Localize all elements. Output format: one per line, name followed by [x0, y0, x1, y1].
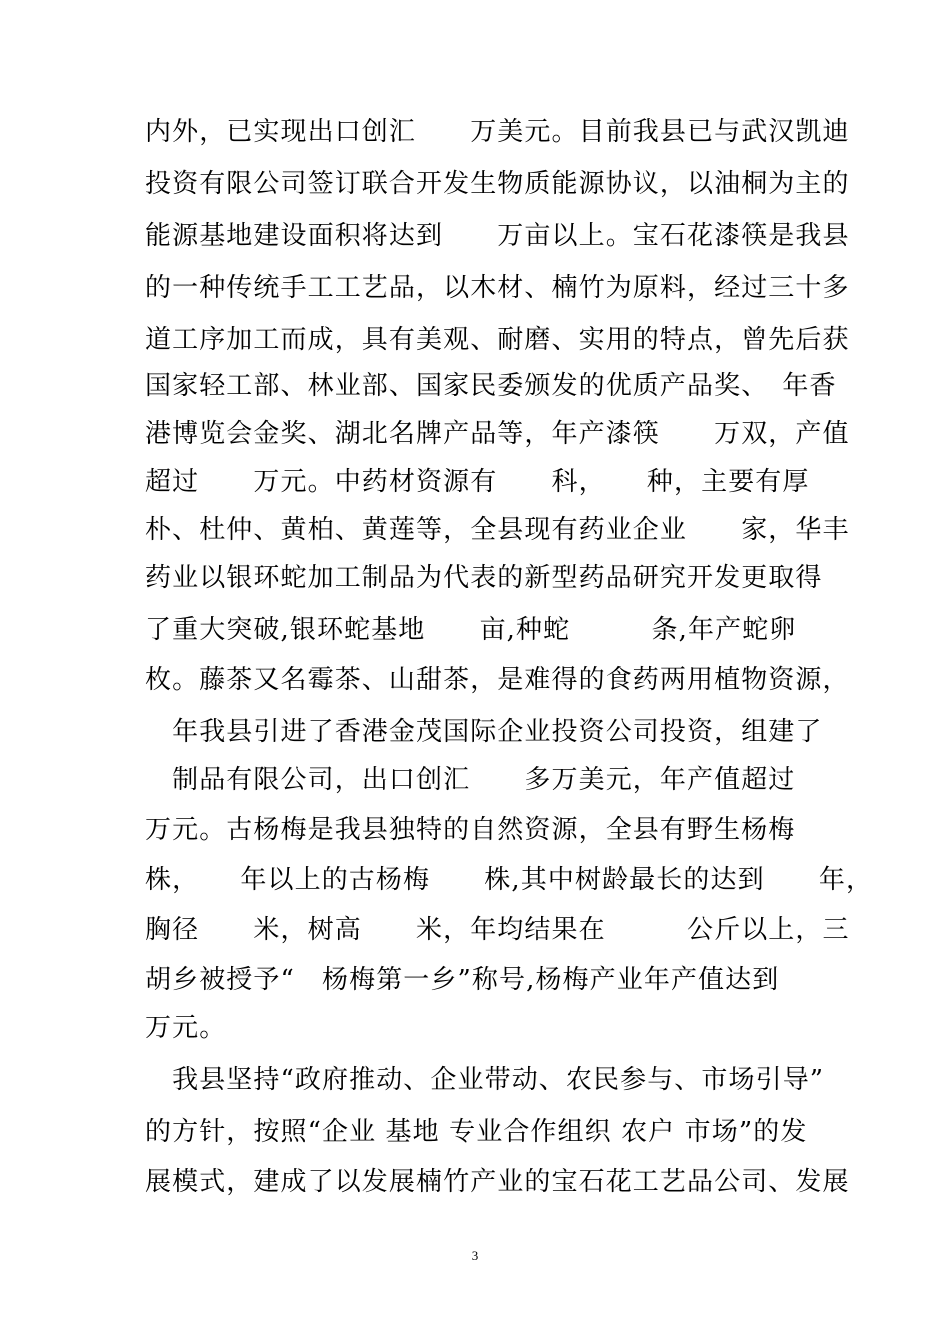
text-line: 港博览会金奖、湖北名牌产品等，年产漆筷 万双，产值 [145, 419, 850, 449]
text-line: 内外，已实现出口创汇 万美元。目前我县已与武汉凯迪 [145, 117, 850, 147]
page-number: 3 [471, 1248, 479, 1263]
text-line: 展模式，建成了以发展楠竹产业的宝石花工艺品公司、发展 [145, 1167, 850, 1197]
text-line: 道工序加工而成，具有美观、耐磨、实用的特点，曾先后获 [145, 325, 850, 355]
text-line: 我县坚持“政府推动、企业带动、农民参与、市场引导” [145, 1065, 825, 1095]
text-line: 能源基地建设面积将达到 万亩以上。宝石花漆筷是我县 [145, 221, 850, 251]
text-line: 的一种传统手工工艺品，以木材、楠竹为原料，经过三十多 [145, 273, 850, 303]
text-line: 朴、杜仲、黄柏、黄莲等，全县现有药业企业 家，华丰 [145, 515, 850, 545]
text-line: 超过 万元。中药材资源有 科， 种，主要有厚 [145, 467, 810, 497]
text-line: 胡乡被授予“ 杨梅第一乡”称号,杨梅产业年产值达到 [145, 965, 780, 995]
text-line: 药业以银环蛇加工制品为代表的新型药品研究开发更取得 [145, 563, 823, 593]
text-line: 制品有限公司，出口创汇 多万美元，年产值超过 [145, 765, 796, 795]
text-line: 万元。古杨梅是我县独特的自然资源，全县有野生杨梅 [145, 815, 796, 845]
text-line: 国家轻工部、林业部、国家民委颁发的优质产品奖、 年香 [145, 371, 837, 401]
text-line: 了重大突破,银环蛇基地 亩,种蛇 条,年产蛇卵 [145, 615, 797, 645]
text-line: 投资有限公司签订联合开发生物质能源协议，以油桐为主的 [145, 169, 850, 199]
text-line: 万元。 [145, 1013, 227, 1043]
text-line: 的方针，按照“企业 基地 专业合作组织 农户 市场”的发 [145, 1117, 808, 1147]
text-line: 胸径 米，树高 米，年均结果在 公斤以上，三 [145, 915, 850, 945]
text-line: 年我县引进了香港金茂国际企业投资公司投资，组建了 [145, 717, 823, 747]
text-line: 枚。藤茶又名霉茶、山甜茶，是难得的食药两用植物资源， [145, 665, 850, 695]
text-line: 株， 年以上的古杨梅 株,其中树龄最长的达到 年， [145, 865, 874, 895]
